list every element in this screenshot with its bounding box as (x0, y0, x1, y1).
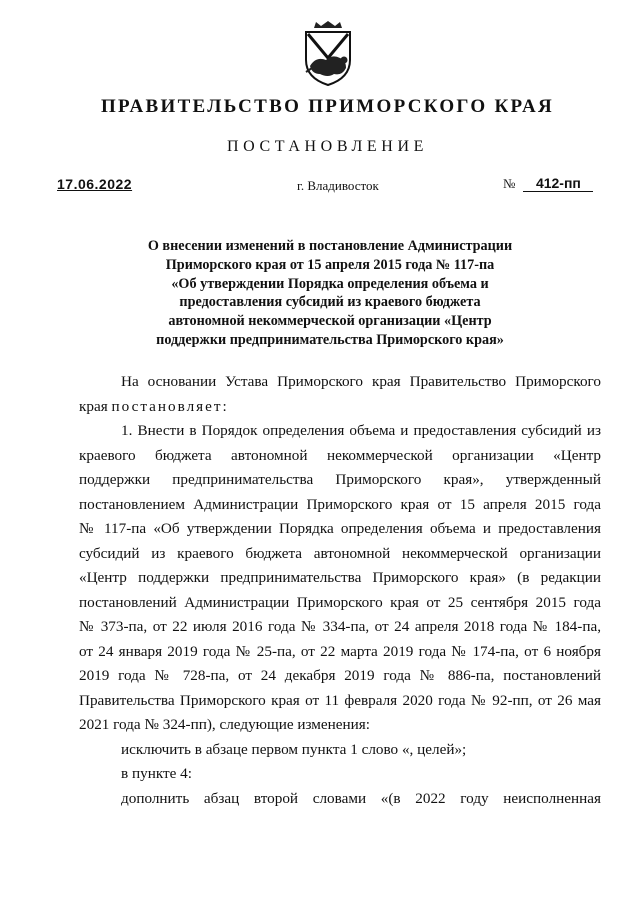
paragraph-line: от 24 января 2019 года № 25-па, от 22 марта 2019 года № 174-па, от 6 ноября (79, 642, 601, 660)
paragraph-line: постановлений Администрации Приморского края от 25 сентября 2015 года (79, 593, 601, 611)
document-subject (100, 237, 560, 350)
subject-line: автономной некоммерческой организации «Центр (168, 313, 492, 330)
preamble-line (79, 395, 601, 420)
document-date: 17.06.2022 (57, 176, 133, 192)
subject-line: Приморского края от 15 апреля 2015 года № 117-па (165, 256, 495, 273)
subject-line: предоставления субсидий из краевого бюджета (179, 294, 481, 311)
paragraph-line: № 117-па «Об утверждении Порядка определения объема и предоставления (79, 520, 601, 537)
paragraph-line: 2021 года № 324-пп), следующие изменения: (79, 716, 370, 733)
subject-line: О внесении изменений в постановление Администрации (147, 238, 513, 254)
paragraph-line: «Центр поддержки предпринимательства Приморского края» (в редакции (79, 569, 601, 586)
preamble-line: На основании Устава Приморского края Правительство Приморского (121, 373, 601, 390)
amendment-item: исключить в абзаце первом пункта 1 слово «, целей»; (121, 740, 467, 758)
document-type: ПОСТАНОВЛЕНИЕ (227, 138, 428, 155)
paragraph-line: 1. Внести в Порядок определения объема и предоставления субсидий из (121, 422, 601, 439)
amendment-item: в пункте 4: (121, 765, 192, 782)
paragraph-line: краевого бюджета автономной некоммерческой организации «Центр (79, 446, 601, 464)
subject-line: «Об утверждении Порядка определения объема и (171, 275, 489, 292)
number-sign: № (503, 176, 516, 191)
paragraph-line: постановлением Администрации Приморского края от 15 апреля 2015 года (79, 495, 601, 513)
preamble-text: края (79, 397, 112, 415)
paragraph-line: поддержки предпринимательства Приморского края», утвержденный (79, 471, 601, 488)
preamble-verb: постановляет: (111, 397, 229, 415)
paragraph-line: Правительства Приморского края от 11 февраля 2020 года № 92-пп, от 26 мая (79, 691, 601, 709)
paragraph-line: субсидий из краевого бюджета автономной некоммерческой организации (79, 544, 601, 562)
subject-line: поддержки предпринимательства Приморского края» (156, 331, 504, 348)
paragraph-line: 2019 года № 728-па, от 24 декабря 2019 года № 886-па, постановлений (79, 667, 601, 684)
paragraph-line: № 373-па, от 22 июля 2016 года № 334-па, от 24 апреля 2018 года № 184-па, (79, 618, 601, 635)
document-number (503, 176, 593, 193)
coat-of-arms-icon (302, 20, 354, 86)
document-city: г. Владивосток (297, 178, 379, 193)
government-title: ПРАВИТЕЛЬСТВО ПРИМОРСКОГО КРАЯ (100, 96, 555, 117)
number-value: 412-пп (523, 176, 593, 192)
amendment-item: дополнить абзац второй словами «(в 2022 году неисполненная (121, 789, 601, 807)
document-body (79, 370, 601, 811)
